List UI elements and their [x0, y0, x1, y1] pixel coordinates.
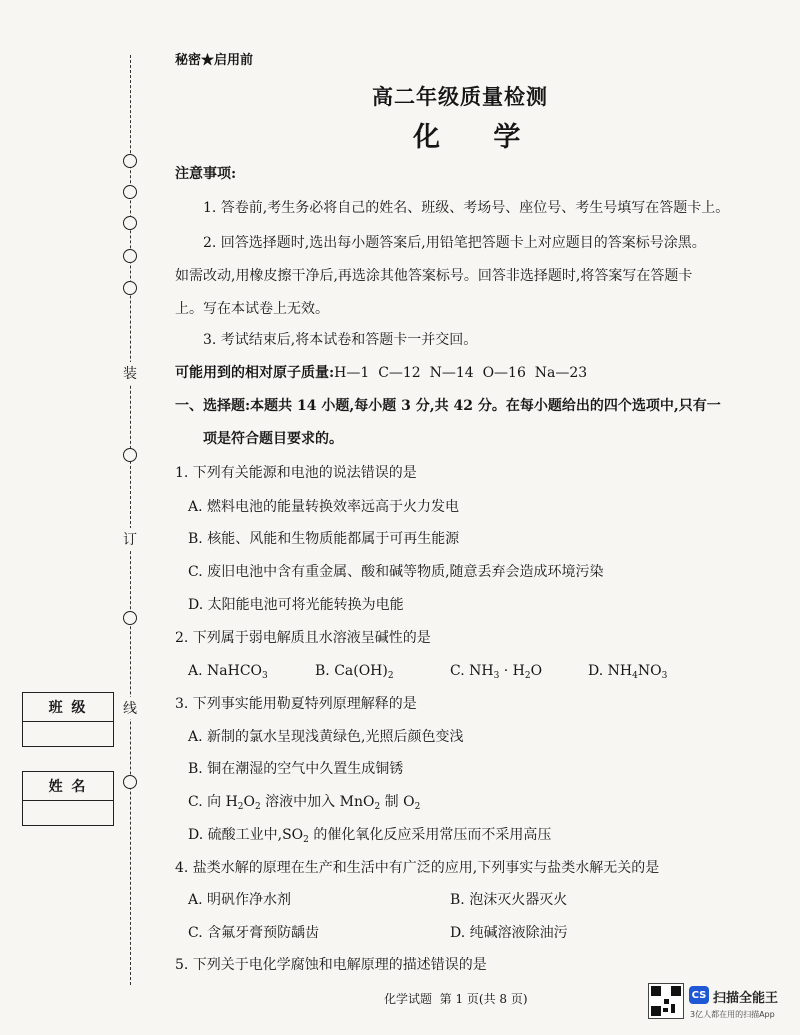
- binding-char-xian: 线: [123, 697, 137, 719]
- binding-hole: [123, 249, 137, 263]
- q3-option-a: A. 新制的氯水呈现浅黄绿色,光照后颜色变浅: [188, 729, 464, 745]
- q1-option-a: A. 燃料电池的能量转换效率远高于火力发电: [188, 499, 460, 515]
- binding-hole: [123, 281, 137, 295]
- page-footer: 化学试题 第 1 页(共 8 页): [384, 992, 528, 1006]
- subject-title: 化 学: [413, 122, 543, 153]
- q2-option-a: A. NaHCO$_3$: [188, 663, 268, 681]
- class-label: 班 级: [23, 693, 113, 722]
- name-box: [22, 771, 114, 826]
- binding-char-zhuang: 装: [123, 362, 137, 384]
- section-heading: 一、选择题:本题共 14 小题,每小题 3 分,共 42 分。在每小题给出的四个选项中,只有一: [175, 398, 721, 414]
- qr-code-icon: [648, 983, 684, 1019]
- notice-item-2-end: 上。写在本试卷上无效。: [175, 301, 329, 317]
- notice-heading: 注意事项:: [175, 166, 237, 182]
- q4-option-a: A. 明矾作净水剂: [188, 892, 292, 908]
- q2-option-d: D. $NH_4NO_3$: [588, 663, 668, 681]
- notice-item-1: 1. 答卷前,考生务必将自己的姓名、班级、考场号、座位号、考生号填写在答题卡上。: [203, 200, 730, 216]
- q3-stem: 3. 下列事实能用勒夏特列原理解释的是: [175, 696, 417, 712]
- cs-logo-icon: CS: [689, 986, 709, 1004]
- class-field[interactable]: [23, 722, 113, 746]
- q2-option-b: B. $Ca(OH)_2$: [315, 663, 394, 681]
- q4-option-c: C. 含氟牙膏预防龋齿: [188, 925, 320, 941]
- q4-option-b: B. 泡沫灭火器灭火: [450, 892, 568, 908]
- notice-item-2: 2. 回答选择题时,选出每小题答案后,用铅笔把答题卡上对应题目的答案标号涂黑。: [203, 235, 706, 251]
- scanner-tagline: 3亿人都在用的扫描App: [690, 1010, 775, 1019]
- name-field[interactable]: [23, 801, 113, 825]
- atomic-mass-line: [175, 366, 587, 380]
- q5-stem: 5. 下列关于电化学腐蚀和电解原理的描述错误的是: [175, 957, 487, 973]
- q1-stem: 1. 下列有关能源和电池的说法错误的是: [175, 465, 417, 481]
- binding-hole: [123, 448, 137, 462]
- q3-option-d: D. 硫酸工业中$,SO_2$ 的催化氧化反应采用常压而不采用高压: [188, 827, 552, 845]
- binding-hole: [123, 185, 137, 199]
- binding-char-ding: 订: [123, 528, 137, 550]
- q1-option-b: B. 核能、风能和生物质能都属于可再生能源: [188, 531, 460, 547]
- scanner-brand: 扫描全能王: [713, 991, 779, 1006]
- q1-option-d: D. 太阳能电池可将光能转换为电能: [188, 597, 404, 613]
- binding-hole: [123, 154, 137, 168]
- binding-hole: [123, 775, 137, 789]
- atomic-mass-values: H—1 C—12 N—14 O—16 Na—23: [334, 365, 588, 381]
- section-heading-cont: 项是符合题目要求的。: [203, 431, 343, 447]
- atomic-mass-label: 可能用到的相对原子质量:: [175, 365, 335, 381]
- binding-hole: [123, 216, 137, 230]
- name-label: 姓 名: [23, 772, 113, 801]
- notice-item-3: 3. 考试结束后,将本试卷和答题卡一并交回。: [203, 332, 478, 348]
- binding-hole: [123, 611, 137, 625]
- q4-option-d: D. 纯碱溶液除油污: [450, 925, 568, 941]
- q2-option-c: C. $NH_3 \cdot H_2O$: [450, 663, 543, 681]
- q2-stem: 2. 下列属于弱电解质且水溶液呈碱性的是: [175, 630, 431, 646]
- secret-mark: 秘密★启用前: [175, 53, 254, 68]
- q3-option-c: C. 向 $H_2O_2$ 溶液中加入 MnO$_2$ 制 $O_2$: [188, 794, 421, 812]
- notice-item-2-cont: 如需改动,用橡皮擦干净后,再选涂其他答案标号。回答非选择题时,将答案写在答题卡: [175, 268, 693, 284]
- q1-option-c: C. 废旧电池中含有重金属、酸和碱等物质,随意丢弃会造成环境污染: [188, 564, 604, 580]
- q3-option-b: B. 铜在潮湿的空气中久置生成铜锈: [188, 761, 404, 777]
- class-box: [22, 692, 114, 747]
- exam-title: 高二年级质量检测: [372, 84, 548, 109]
- q4-stem: 4. 盐类水解的原理在生产和生活中有广泛的应用,下列事实与盐类水解无关的是: [175, 860, 660, 876]
